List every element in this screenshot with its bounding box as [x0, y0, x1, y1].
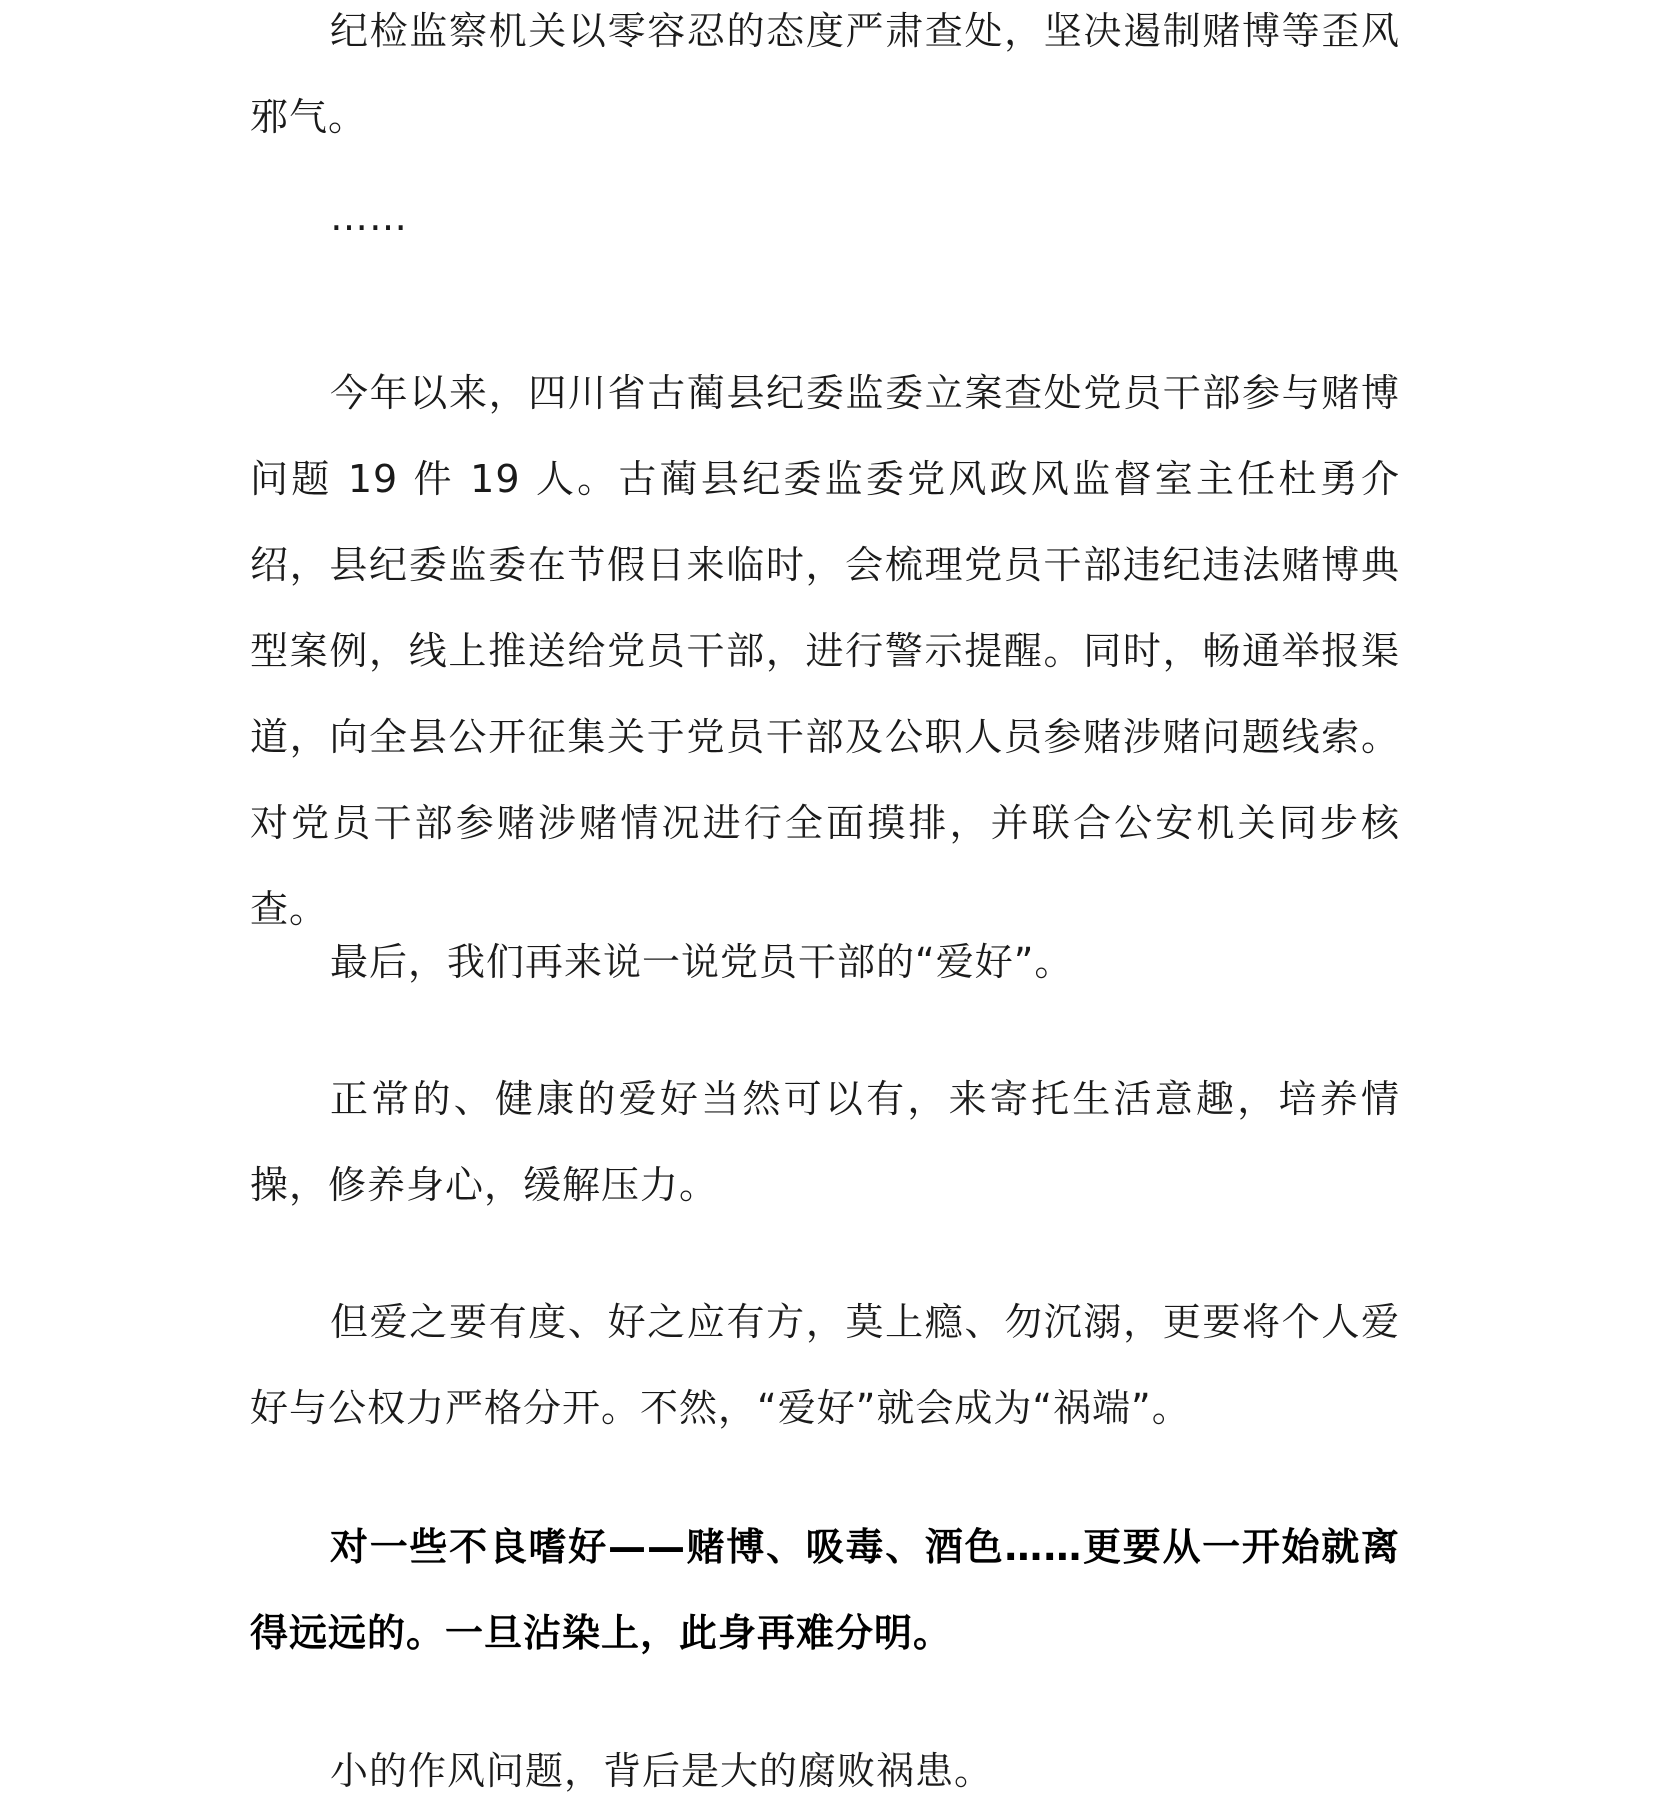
- paragraph-healthy-hobbies: 正常的、健康的爱好当然可以有，来寄托生活意趣，培养情操，修养身心，缓解压力。: [250, 1077, 1400, 1207]
- paragraph-ellipsis: ……: [330, 195, 408, 239]
- paragraph-hobbies-moderation: 但爱之要有度、好之应有方，莫上瘾、勿沉溺，更要将个人爱好与公权力严格分开。不然，“爱好”就会成为“祸端”。: [250, 1300, 1400, 1430]
- paragraph-gambling-crackdown: 纪检监察机关以零容忍的态度严肃查处，坚决遏制赌博等歪风邪气。: [250, 9, 1400, 139]
- paragraph-bad-habits-warning: 对一些不良嗜好——赌博、吸毒、酒色……更要从一开始就离得远远的。一旦沾染上，此身再难分明。: [250, 1525, 1400, 1655]
- paragraph-conduct-issues: 小的作风问题，背后是大的腐败祸患。: [330, 1749, 994, 1793]
- paragraph-gulin-county-cases: 今年以来，四川省古蔺县纪委监委立案查处党员干部参与赌博问题 19 件 19 人。古蔺县纪委监委党风政风监督室主任杜勇介绍，县纪委监委在节假日来临时，会梳理党员干部违纪违法赌博典型案例，线上推送给党员干部，进行警示提醒。同时，畅通举报渠道，向全县公开征集关于党员干部及公职人员参赌涉赌问题线索。对党员干部参赌涉赌情况进行全面摸排，并联合公安机关同步核查。: [250, 371, 1400, 931]
- paragraph-hobbies-intro: 最后，我们再来说一说党员干部的“爱好”。: [330, 940, 1074, 984]
